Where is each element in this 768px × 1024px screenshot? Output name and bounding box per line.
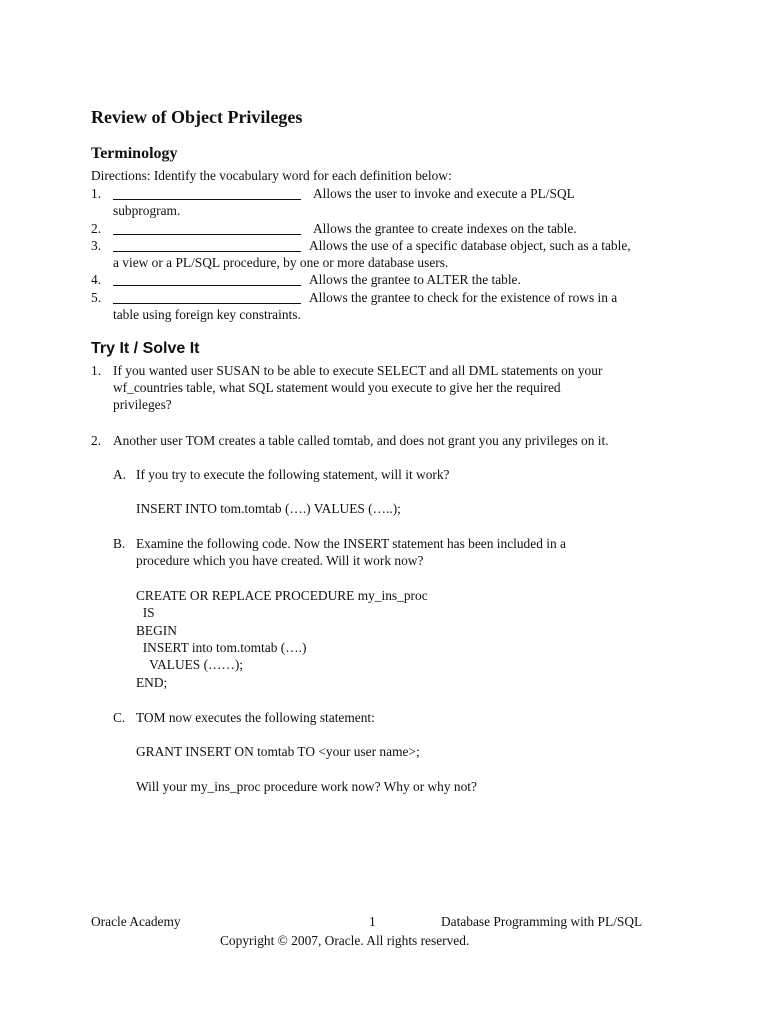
term-definition-cont: subprogram. xyxy=(113,203,181,218)
code-line: INSERT into tom.tomtab (….) xyxy=(136,640,307,655)
code-line: CREATE OR REPLACE PROCEDURE my_ins_proc xyxy=(136,588,428,603)
term-item-number: 5. xyxy=(91,290,102,305)
question-text: Another user TOM creates a table called tomtab, and does not grant you any privileges on it. xyxy=(113,433,609,448)
term-item-number: 4. xyxy=(91,272,102,287)
code-statement: INSERT INTO tom.tomtab (….) VALUES (…..); xyxy=(136,501,401,516)
subquestion-text: TOM now executes the following statement: xyxy=(136,710,375,725)
subquestion-label: A. xyxy=(113,467,127,482)
term-definition: Allows the user to invoke and execute a PL/SQL xyxy=(313,186,575,201)
question-text: If you wanted user SUSAN to be able to execute SELECT and all DML statements on your xyxy=(113,363,603,378)
try-it-heading: Try It / Solve It xyxy=(91,340,200,357)
subquestion-label: B. xyxy=(113,536,126,551)
term-item-number: 1. xyxy=(91,186,102,201)
question-number: 1. xyxy=(91,363,102,378)
page-title: Review of Object Privileges xyxy=(91,107,303,127)
subquestion-text: procedure which you have created. Will it work now? xyxy=(136,553,424,568)
term-definition: Allows the grantee to check for the existence of rows in a xyxy=(309,290,618,305)
term-definition: Allows the use of a specific database object, such as a table, xyxy=(309,238,631,253)
copyright-notice: Copyright © 2007, Oracle. All rights reserved. xyxy=(220,933,470,948)
answer-blank[interactable] xyxy=(113,222,301,235)
code-line: END; xyxy=(136,675,168,690)
code-line: VALUES (……); xyxy=(136,657,244,672)
answer-blank[interactable] xyxy=(113,239,301,252)
subquestion-text: If you try to execute the following statement, will it work? xyxy=(136,467,450,482)
term-item-number: 2. xyxy=(91,221,102,236)
question-text: privileges? xyxy=(113,397,172,412)
answer-blank[interactable] xyxy=(113,291,301,304)
terminology-heading: Terminology xyxy=(91,145,178,162)
page-number: 1 xyxy=(369,914,376,929)
term-definition: Allows the grantee to ALTER the table. xyxy=(309,272,521,287)
code-statement: GRANT INSERT ON tomtab TO <your user name>; xyxy=(136,744,420,759)
code-line: BEGIN xyxy=(136,623,177,638)
term-definition-cont: table using foreign key constraints. xyxy=(113,307,301,322)
term-definition-cont: a view or a PL/SQL procedure, by one or more database users. xyxy=(113,255,449,270)
subquestion-text: Examine the following code. Now the INSERT statement has been included in a xyxy=(136,536,566,551)
term-item-number: 3. xyxy=(91,238,102,253)
answer-blank[interactable] xyxy=(113,187,301,200)
subquestion-label: C. xyxy=(113,710,126,725)
answer-blank[interactable] xyxy=(113,273,301,286)
question-text: wf_countries table, what SQL statement would you execute to give her the required xyxy=(113,380,561,395)
question-number: 2. xyxy=(91,433,102,448)
term-definition: Allows the grantee to create indexes on the table. xyxy=(313,221,577,236)
directions-text: Directions: Identify the vocabulary word for each definition below: xyxy=(91,168,452,183)
footer-left: Oracle Academy xyxy=(91,914,181,929)
footer-right: Database Programming with PL/SQL xyxy=(441,914,643,929)
subquestion-text: Will your my_ins_proc procedure work now? Why or why not? xyxy=(136,779,477,794)
code-line: IS xyxy=(136,605,155,620)
